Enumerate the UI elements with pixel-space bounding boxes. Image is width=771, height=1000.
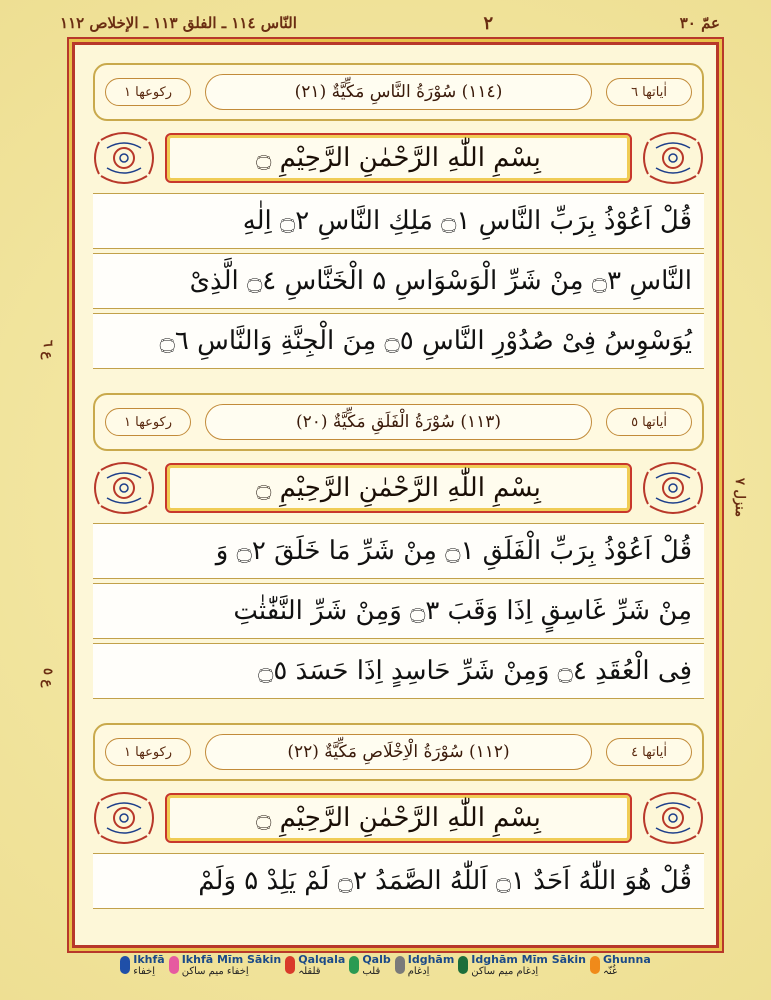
legend-item: [120, 953, 164, 977]
legend-label-ur: قلقلہ: [298, 966, 321, 977]
legend-item: [169, 953, 282, 977]
color-drop-icon: [395, 956, 405, 974]
page-frame: [72, 42, 719, 948]
page-header: [60, 8, 720, 38]
surah-index-label: النّاس ١١٤ ـ الفلق ١١٣ ـ الإخلاص ١١٢: [60, 14, 297, 32]
legend-label-ur: قلب: [362, 966, 381, 977]
ornament-icon: [93, 130, 155, 186]
color-drop-icon: [590, 956, 600, 974]
verse-line: يُوَسْوِسُ فِىْ صُدُوْرِ النَّاسِ ۝٥ مِنَ الْجِنَّةِ وَالنَّاسِ ۝٦: [93, 313, 704, 369]
surah-section-ikhlas: [93, 723, 704, 909]
legend-item: [349, 953, 390, 977]
legend-label-en: Idghām Mīm Sākin: [471, 953, 586, 966]
surah-title-row: [93, 723, 704, 781]
color-drop-icon: [120, 956, 130, 974]
surah-title: (١١٢) سُوْرَةُ الْاِخْلَاصِ مَكِّيَّةٌ (٢٢): [205, 734, 592, 770]
legend-label-en: Idghām: [407, 953, 455, 966]
ayat-count-badge: اٰياتها ٦: [606, 78, 692, 106]
surah-section-falaq: [93, 393, 704, 699]
ornament-icon: [642, 130, 704, 186]
ruku-count-badge: رکوعها ١: [105, 78, 191, 106]
color-drop-icon: [285, 956, 295, 974]
legend-label-en: Ikhfā: [133, 953, 165, 966]
surah-title-row: [93, 63, 704, 121]
ruku-marker-top: ع ٦: [40, 340, 55, 360]
ornament-icon: [93, 460, 155, 516]
juz-label: عمّ ٣٠: [679, 14, 720, 32]
tajweed-legend: [0, 953, 771, 999]
ornament-icon: [642, 460, 704, 516]
bismillah-row: [93, 787, 704, 849]
legend-item: [395, 953, 455, 977]
legend-item: [458, 953, 586, 977]
color-drop-icon: [169, 956, 179, 974]
legend-label-en: Ghunna: [602, 953, 651, 966]
surah-title: (١١٣) سُوْرَةُ الْفَلَقِ مَكِّيَّةٌ (٢٠): [205, 404, 592, 440]
verse-line: قُلْ اَعُوْذُ بِرَبِّ النَّاسِ ۝١ مَلِكِ النَّاسِ ۝٢ اِلٰهِ: [93, 193, 704, 249]
verse-line: مِنْ شَرِّ غَاسِقٍ اِذَا وَقَبَ ۝٣ وَمِنْ شَرِّ النَّفّٰثٰتِ: [93, 583, 704, 639]
legend-label-en: Qalqala: [298, 953, 346, 966]
legend-label-ur: اِخفاء: [133, 966, 156, 977]
legend-label-ur: اِدغام: [407, 966, 430, 977]
page-number: ٢: [483, 12, 494, 34]
ruku-count-badge: رکوعها ١: [105, 408, 191, 436]
ruku-count-badge: رکوعها ١: [105, 738, 191, 766]
surah-title: (١١٤) سُوْرَةُ النَّاسِ مَكِّيَّةٌ (٢١): [205, 74, 592, 110]
bismillah: بِسْمِ اللّٰهِ الرَّحْمٰنِ الرَّحِيْمِ ۝: [165, 133, 632, 183]
verse-line: قُلْ اَعُوْذُ بِرَبِّ الْفَلَقِ ۝١ مِنْ شَرِّ مَا خَلَقَ ۝٢ وَ: [93, 523, 704, 579]
color-drop-icon: [349, 956, 359, 974]
legend-label-en: Ikhfā Mīm Sākin: [181, 953, 282, 966]
bismillah-row: [93, 457, 704, 519]
ornament-icon: [93, 790, 155, 846]
legend-label-ur: غُنّہ: [602, 966, 618, 977]
ruku-marker-bottom: ع ٥: [40, 668, 55, 688]
ayat-count-badge: اٰياتها ٤: [606, 738, 692, 766]
legend-label-ur: اِخفاء میم ساکن: [181, 966, 249, 977]
bismillah: بِسْمِ اللّٰهِ الرَّحْمٰنِ الرَّحِيْمِ ۝: [165, 793, 632, 843]
surah-section-nas: [93, 63, 704, 369]
verse-line: فِى الْعُقَدِ ۝٤ وَمِنْ شَرِّ حَاسِدٍ اِذَا حَسَدَ ۝٥: [93, 643, 704, 699]
legend-item: [285, 953, 345, 977]
surah-title-row: [93, 393, 704, 451]
verse-line: قُلْ هُوَ اللّٰهُ اَحَدٌ ۝١ اَللّٰهُ الصَّمَدُ ۝٢ لَمْ يَلِدْ ۵ وَلَمْ: [93, 853, 704, 909]
bismillah: بِسْمِ اللّٰهِ الرَّحْمٰنِ الرَّحِيْمِ ۝: [165, 463, 632, 513]
ornament-icon: [642, 790, 704, 846]
legend-label-en: Qalb: [362, 953, 391, 966]
bismillah-row: [93, 127, 704, 189]
ayat-count-badge: اٰياتها ٥: [606, 408, 692, 436]
legend-label-ur: اِدغام میم ساکن: [471, 966, 539, 977]
manzil-marker: منزل ٧: [732, 478, 747, 518]
color-drop-icon: [458, 956, 468, 974]
legend-item: [590, 953, 651, 977]
verse-line: النَّاسِ ۝٣ مِنْ شَرِّ الْوَسْوَاسِ ۵ الْخَنَّاسِ ۝٤ الَّذِىْ: [93, 253, 704, 309]
